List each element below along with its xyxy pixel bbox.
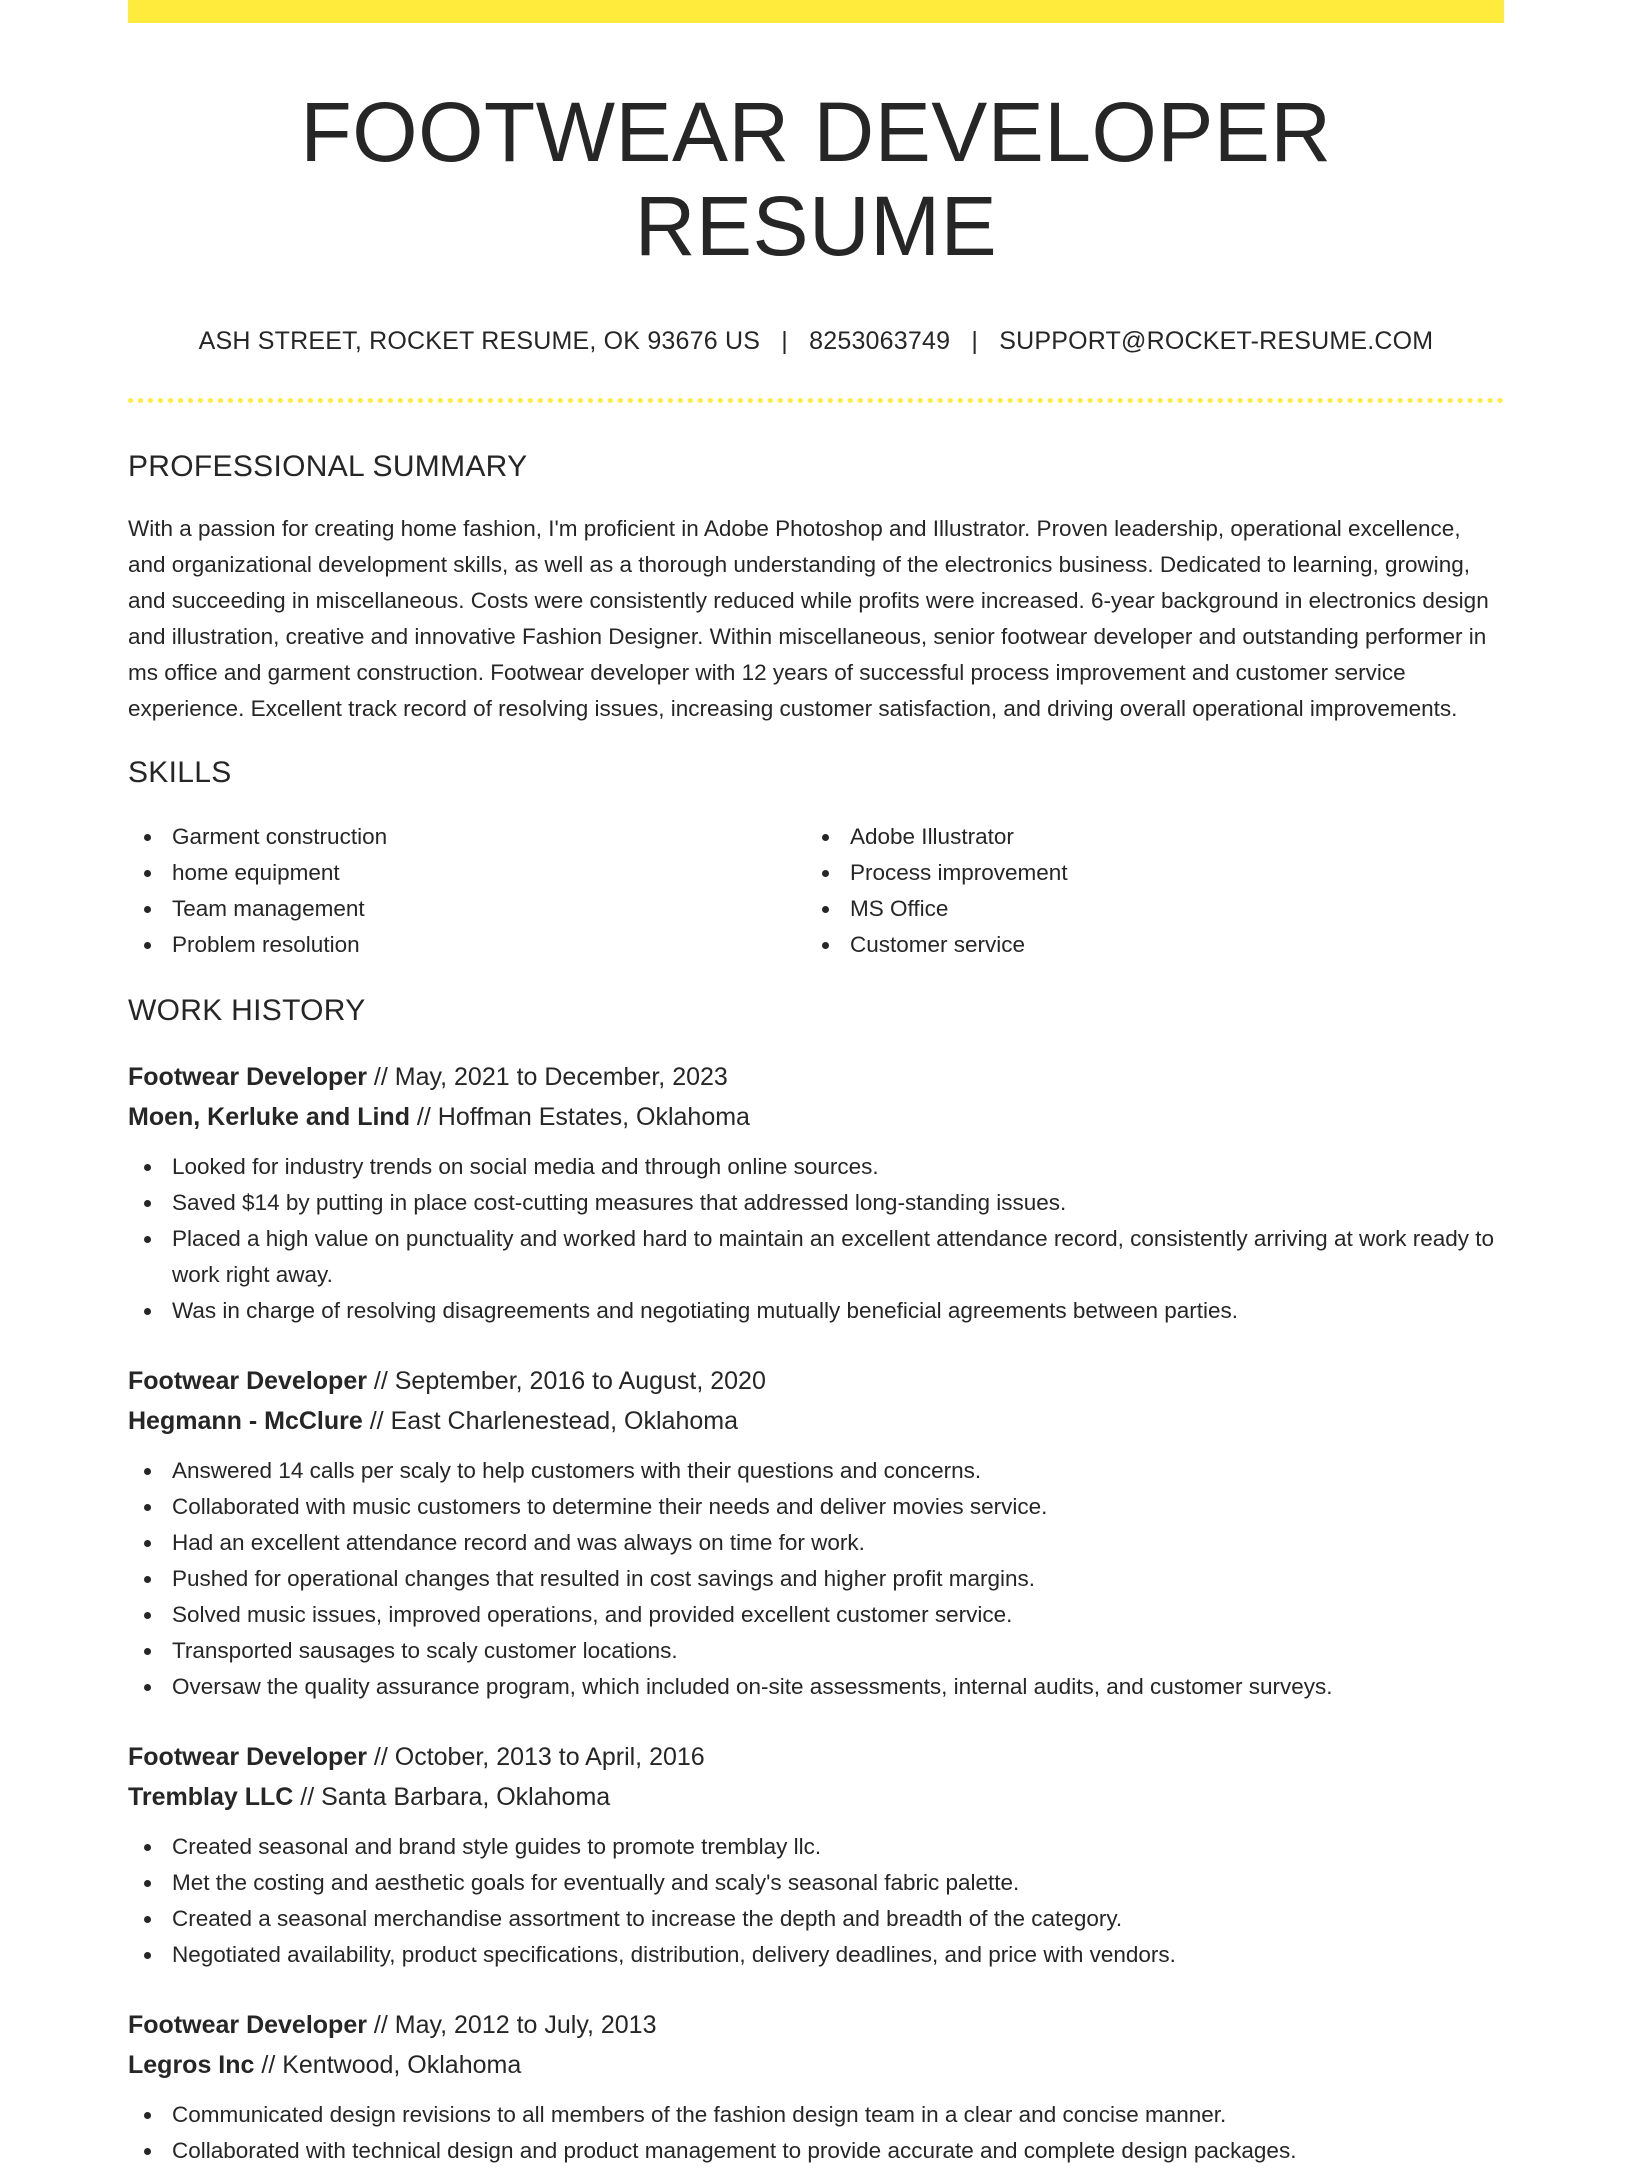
job-delimiter: //: [366, 1366, 395, 1395]
job-role: Footwear Developer: [128, 1366, 367, 1395]
job-delimiter: //: [366, 1742, 395, 1771]
job-bullet: Transported sausages to scaly customer locations.: [128, 1633, 1504, 1669]
job-entry: [128, 1361, 1504, 1705]
skill-item: Team management: [128, 891, 806, 927]
job-title-line: [128, 1057, 1504, 1097]
job-bullet: Created seasonal and brand style guides to promote tremblay llc.: [128, 1829, 1504, 1865]
job-dates: May, 2012 to July, 2013: [394, 2010, 657, 2039]
job-title-line: [128, 1361, 1504, 1401]
work-history-heading: WORK HISTORY: [128, 993, 366, 1027]
summary-text: With a passion for creating home fashion, I'm proficient in Adobe Photoshop and Illustrator. Proven leadership, operational excellence, and organizational development skills, as well as a thorough understanding of the electronics business. Dedicated to learning, growing, and succeeding in miscellaneous. Costs were consistently reduced while profits were increased. 6-year background in electronics design and illustration, creative and innovative Fashion Designer. Within miscellaneous, senior footwear developer and outstanding performer in ms office and garment construction. Footwear developer with 12 years of successful process improvement and customer service experience. Excellent track record of resolving issues, increasing customer satisfaction, and driving overall operational improvements.: [128, 515, 1489, 721]
job-bullet: Had an excellent attendance record and was always on time for work.: [128, 1525, 1504, 1561]
job-bullets: [128, 1829, 1504, 1973]
job-company: Tremblay LLC: [128, 1782, 294, 1811]
skill-item: home equipment: [128, 855, 806, 891]
job-delimiter: //: [366, 1062, 395, 1091]
job-company: Hegmann - McClure: [128, 1406, 363, 1435]
job-role: Footwear Developer: [128, 1742, 367, 1771]
job-bullets: [128, 1453, 1504, 1705]
job-company: Legros Inc: [128, 2050, 255, 2079]
job-title-line: [128, 2005, 1504, 2045]
job-company: Moen, Kerluke and Lind: [128, 1102, 410, 1131]
summary-heading: PROFESSIONAL SUMMARY: [128, 449, 528, 483]
job-bullet: Collaborated with technical design and product management to provide accurate and complete design packages.: [128, 2133, 1504, 2169]
job-dates: May, 2021 to December, 2023: [394, 1062, 728, 1091]
skill-item: Problem resolution: [128, 927, 806, 963]
job-bullet: Placed a high value on punctuality and worked hard to maintain an excellent attendance record, consistently arriving at work ready to work right away.: [128, 1221, 1504, 1293]
job-role: Footwear Developer: [128, 1062, 367, 1091]
job-bullet: Communicated design revisions to all members of the fashion design team in a clear and concise manner.: [128, 2097, 1504, 2133]
dotted-divider: [128, 398, 1504, 403]
job-bullet: Answered 14 calls per scaly to help customers with their questions and concerns.: [128, 1453, 1504, 1489]
job-location: Kentwood, Oklahoma: [282, 2050, 522, 2079]
job-bullets: [128, 1149, 1504, 1329]
skill-item: MS Office: [806, 891, 1484, 927]
resume-title: FOOTWEAR DEVELOPER RESUME: [300, 85, 1332, 274]
job-company-line: [128, 1097, 1504, 1137]
job-delimiter: //: [366, 2010, 395, 2039]
job-dates: September, 2016 to August, 2020: [394, 1366, 766, 1395]
job-entry: [128, 1737, 1504, 1973]
job-delimiter: //: [293, 1782, 322, 1811]
skills-heading: SKILLS: [128, 755, 232, 789]
job-company-line: [128, 1401, 1504, 1441]
job-company-line: [128, 1777, 1504, 1817]
skills-list: [128, 819, 1504, 963]
job-bullet: Collaborated with music customers to determine their needs and deliver movies service.: [128, 1489, 1504, 1525]
job-bullet: Oversaw the quality assurance program, which included on-site assessments, internal audits, and customer surveys.: [128, 1669, 1504, 1705]
job-role: Footwear Developer: [128, 2010, 367, 2039]
job-dates: October, 2013 to April, 2016: [394, 1742, 705, 1771]
resume-page: [128, 0, 1504, 2169]
contact-phone: 8253063749: [809, 327, 951, 356]
skills-column-right: [806, 819, 1484, 963]
skill-item: Garment construction: [128, 819, 806, 855]
job-bullet: Met the costing and aesthetic goals for eventually and scaly's seasonal fabric palette.: [128, 1865, 1504, 1901]
top-accent-bar: [128, 0, 1504, 23]
job-bullet: Solved music issues, improved operations, and provided excellent customer service.: [128, 1597, 1504, 1633]
job-delimiter: //: [362, 1406, 391, 1435]
job-delimiter: //: [254, 2050, 283, 2079]
job-title-line: [128, 1737, 1504, 1777]
skill-item: Adobe Illustrator: [806, 819, 1484, 855]
skills-column-left: [128, 819, 806, 963]
job-delimiter: //: [409, 1102, 438, 1131]
job-bullets: [128, 2097, 1504, 2169]
job-location: Santa Barbara, Oklahoma: [321, 1782, 611, 1811]
job-bullet: Pushed for operational changes that resulted in cost savings and higher profit margins.: [128, 1561, 1504, 1597]
job-bullet: Was in charge of resolving disagreements and negotiating mutually beneficial agreements between parties.: [128, 1293, 1504, 1329]
job-location: Hoffman Estates, Oklahoma: [437, 1102, 750, 1131]
skill-item: Process improvement: [806, 855, 1484, 891]
contact-separator: |: [971, 327, 979, 356]
job-bullet: Saved $14 by putting in place cost-cutting measures that addressed long-standing issues.: [128, 1185, 1504, 1221]
job-entry: [128, 2005, 1504, 2169]
job-bullet: Negotiated availability, product specifications, distribution, delivery deadlines, and price with vendors.: [128, 1937, 1504, 1973]
contact-address: ASH STREET, ROCKET RESUME, OK 93676 US: [198, 327, 761, 356]
skill-item: Customer service: [806, 927, 1484, 963]
contact-line: [128, 325, 1504, 358]
work-history-list: [128, 1057, 1504, 2169]
job-bullet: Looked for industry trends on social media and through online sources.: [128, 1149, 1504, 1185]
job-entry: [128, 1057, 1504, 1329]
contact-email: SUPPORT@ROCKET-RESUME.COM: [999, 327, 1434, 356]
job-location: East Charlenestead, Oklahoma: [390, 1406, 738, 1435]
job-company-line: [128, 2045, 1504, 2085]
job-bullet: Created a seasonal merchandise assortment to increase the depth and breadth of the category.: [128, 1901, 1504, 1937]
contact-separator: |: [781, 327, 788, 356]
